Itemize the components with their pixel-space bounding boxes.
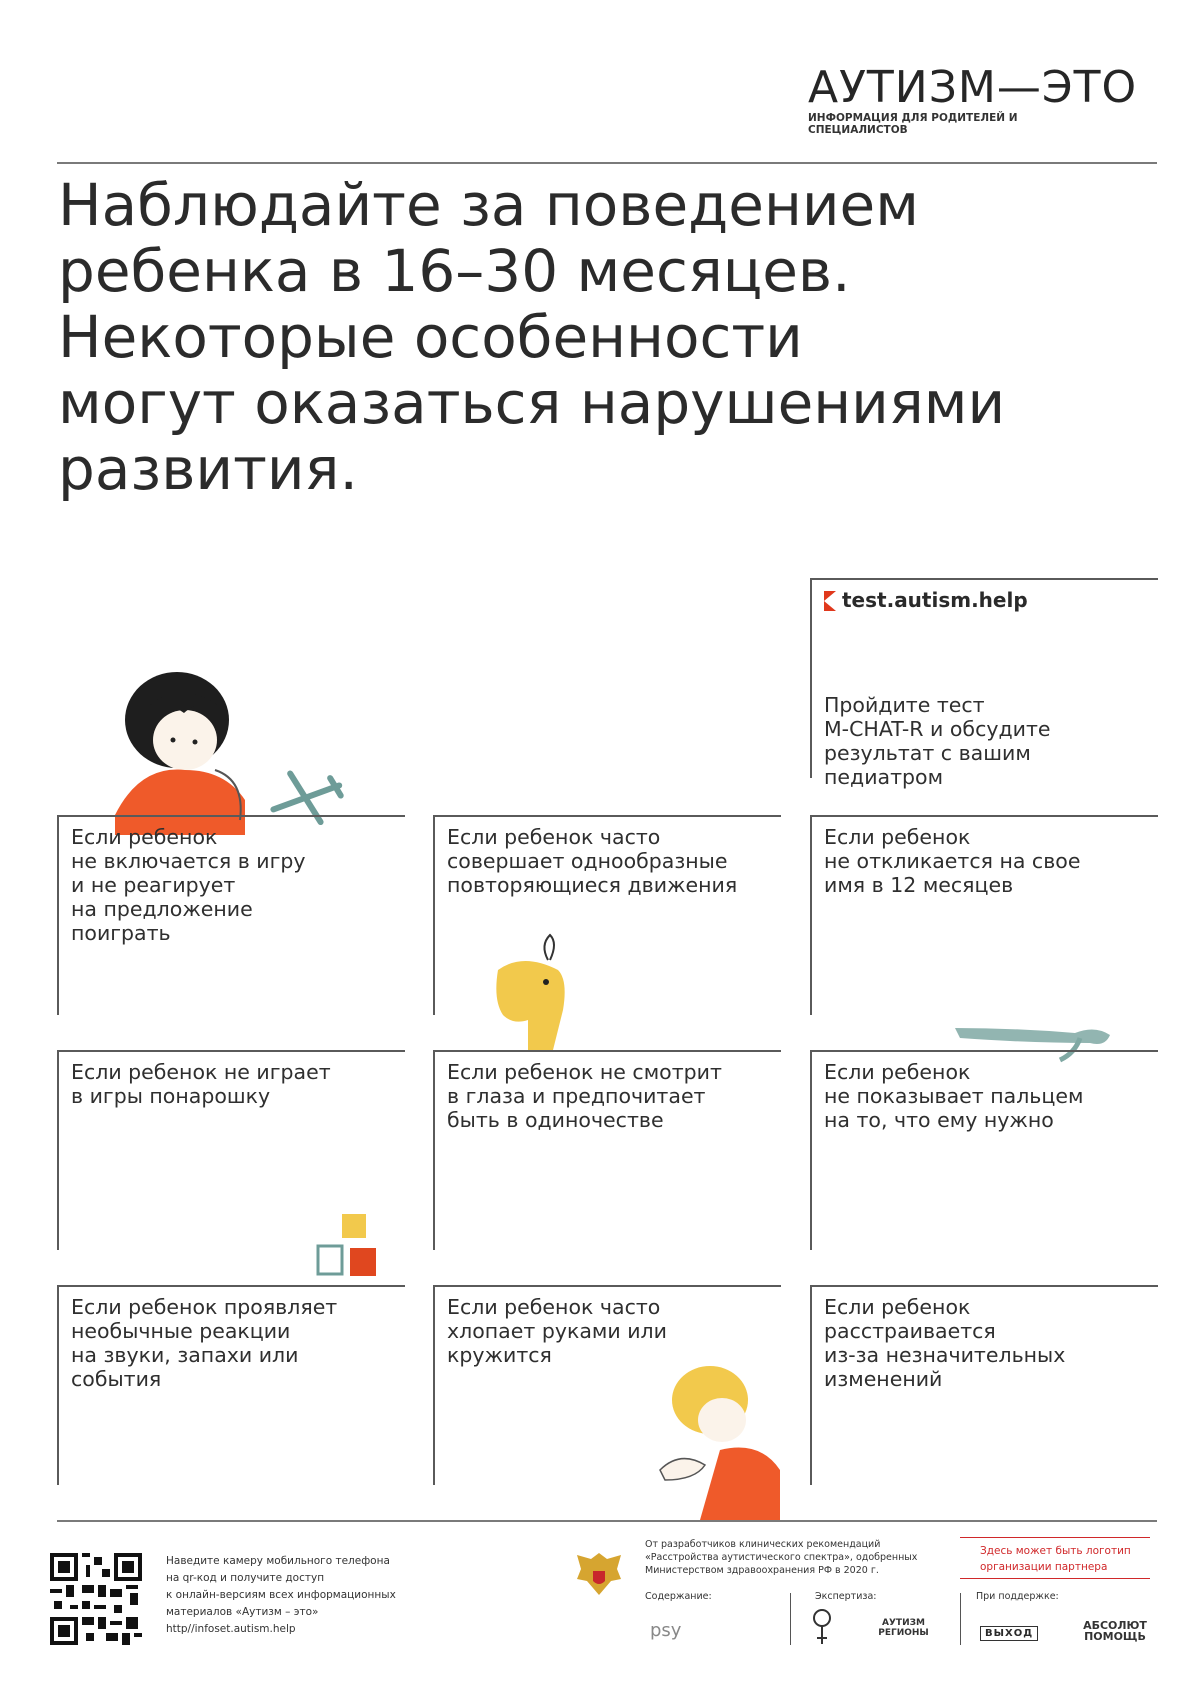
headline-line: ребенка в 16–30 месяцев. [58,237,851,305]
headline-line: развития. [58,435,358,503]
sign-card-text: Если ребенок не включается в игру и не реагирует на предложение поиграть [71,825,306,945]
headline-line: Наблюдайте за поведением [58,171,919,239]
test-description: Пройдите тест M-CHAT-R и обсудите результат с вашим педиатром [824,693,1051,789]
sign-card-text: Если ребенок проявляет необычные реакции на звуки, запахи или события [71,1295,338,1391]
recommendation-line: От разработчиков клинических рекомендаций [645,1539,881,1550]
flag-icon [824,591,836,611]
sign-card-2 [433,815,781,1015]
headline [58,172,1158,502]
sign-card-4 [57,1050,405,1250]
qr-link[interactable]: http//infoset.autism.help [166,1623,296,1635]
sign-card-text: Если ребенок расстраивается из-за незначительных изменений [824,1295,1066,1391]
absolute-help-logo: АБСОЛЮТ ПОМОЩЬ [1083,1619,1147,1643]
qr-instructions [166,1553,396,1638]
partner-line-top [960,1537,1150,1538]
brand-title: АУТИЗМ—ЭТО [808,62,1138,113]
recommendation-text [645,1538,965,1577]
qr-text-line: к онлайн-версиям всех информационных [166,1589,396,1601]
expertise-emblem-icon [812,1608,832,1648]
qr-text-line: на qr-код и получите доступ [166,1572,325,1584]
psy-logo: psy [650,1620,682,1641]
support-label: При поддержке: [976,1591,1059,1602]
footer-separator [790,1593,791,1645]
partner-placeholder [980,1543,1150,1575]
qr-text-line: материалов «Аутизм – это» [166,1606,319,1618]
sign-card-text: Если ребенок часто хлопает руками или кружится [447,1295,667,1367]
partner-text: организации партнера [980,1561,1108,1573]
sign-card-6 [810,1050,1158,1250]
footer-separator [960,1593,961,1645]
brand-logo [808,62,1153,136]
sign-card-text: Если ребенок часто совершает однообразные повторяющиеся движения [447,825,738,897]
recommendation-line: «Расстройства аутистического спектра», одобренных [645,1552,918,1563]
test-link[interactable] [824,588,1028,612]
sign-card-5 [433,1050,781,1250]
sign-card-8 [433,1285,781,1485]
sign-card-7 [57,1285,405,1485]
sign-card-text: Если ребенок не смотрит в глаза и предпочитает быть в одиночестве [447,1060,722,1132]
sign-card-text: Если ребенок не показывает пальцем на то, что ему нужно [824,1060,1084,1132]
header-divider [57,162,1157,164]
headline-line: могут оказаться нарушениями [58,369,1006,437]
content-label: Содержание: [645,1591,712,1602]
sign-card-text: Если ребенок не откликается на свое имя в 12 месяцев [824,825,1081,897]
footer-divider [57,1520,1157,1522]
coat-of-arms-icon [573,1547,625,1599]
brand-subtitle: ИНФОРМАЦИЯ ДЛЯ РОДИТЕЛЕЙ И СПЕЦИАЛИСТОВ [808,112,1018,136]
test-url: test.autism.help [842,588,1028,612]
partner-line-bottom [960,1578,1150,1579]
partner-text: Здесь может быть логотип [980,1545,1131,1557]
sign-card-1 [57,815,405,1015]
qr-code[interactable] [50,1553,142,1645]
qr-text-line: Наведите камеру мобильного телефона [166,1555,390,1567]
recommendation-line: Министерством здравоохранения РФ в 2020 г. [645,1565,879,1576]
test-card [810,578,1158,789]
expertise-label: Экспертиза: [815,1591,877,1602]
sign-card-9 [810,1285,1158,1485]
regions-logo: АУТИЗМ РЕГИОНЫ [878,1618,929,1638]
vykhod-logo: ВЫХОД [980,1626,1038,1641]
headline-line: Некоторые особенности [58,303,803,371]
sign-card-text: Если ребенок не играет в игры понарошку [71,1060,331,1108]
sign-card-3 [810,815,1158,1015]
